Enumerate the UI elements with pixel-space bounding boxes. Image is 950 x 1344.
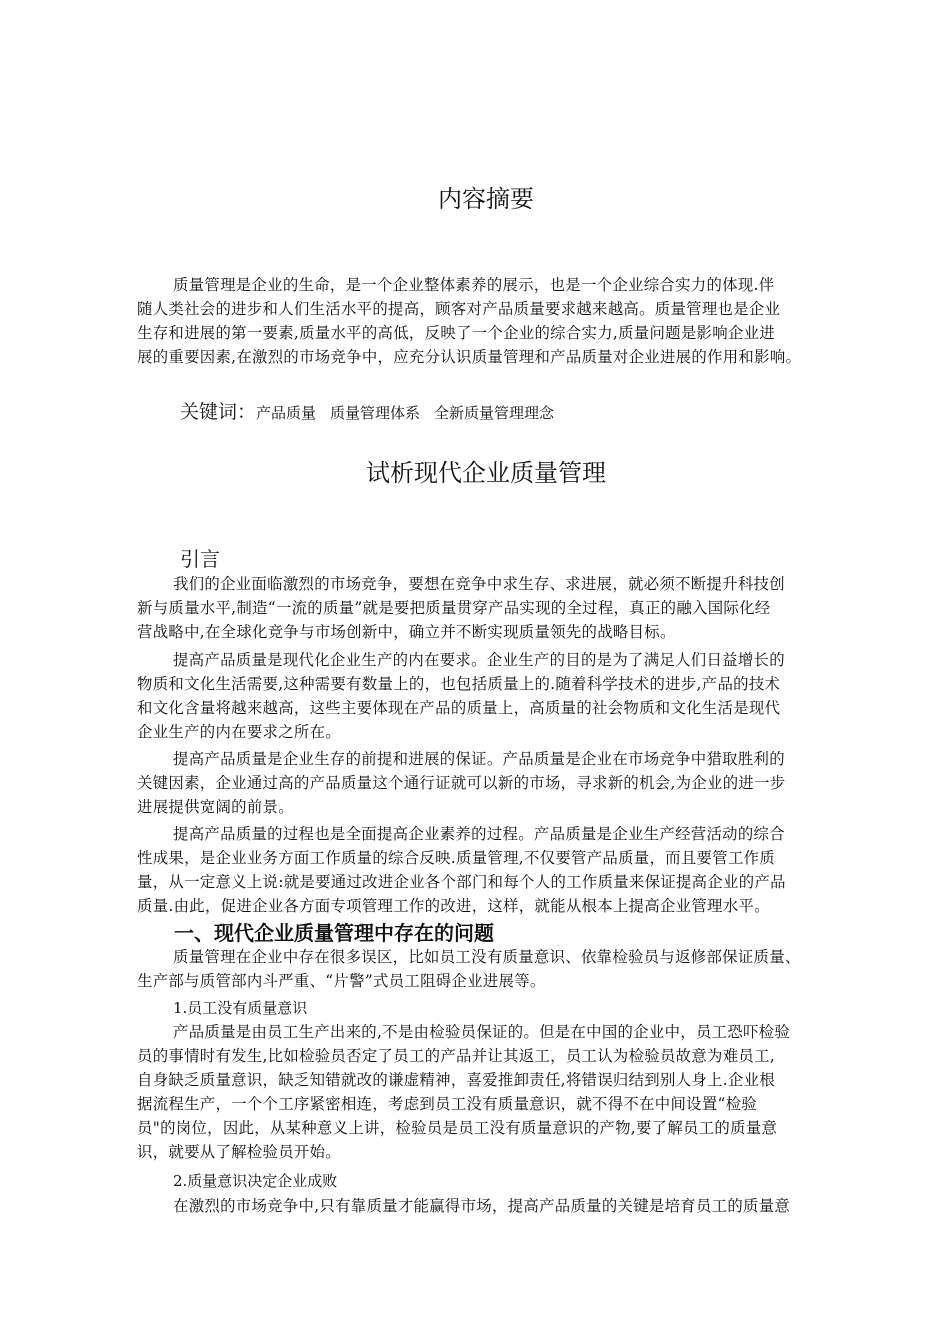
text-line: 员"的岗位，因此，从某种意义上讲，检验员是员工没有质量意识的产物,要了解员工的质量意 <box>137 1119 778 1137</box>
keyword-item: 质量管理体系 <box>330 404 421 422</box>
text-line: 我们的企业面临激烈的市场竞争，要想在竞争中求生存、求进展，就必须不断提升科技创 <box>173 575 785 593</box>
text-line: 展的重要因素,在激烈的市场竞争中，应充分认识质量管理和产品质量对企业进展的作用和影响。 <box>137 348 802 366</box>
intro-paragraph <box>137 747 837 819</box>
intro-paragraph <box>137 822 837 918</box>
keywords-label: 关键词： <box>180 401 257 423</box>
text-line: 新与质量水平,制造“一流的质量”就是要把质量贯穿产品实现的全过程，真正的融入国际化经 <box>137 599 771 617</box>
text-line: 量，从一定意义上说:就是要通过改进企业各个部门和每个人的工作质量来保证提高企业的产品 <box>137 873 786 891</box>
text-line: 识，就要从了解检验员开始。 <box>137 1143 341 1161</box>
text-line: 性成果，是企业业务方面工作质量的综合反映.质量管理,不仅要管产品质量，而且要管工作质 <box>137 849 776 867</box>
text-line: 质量管理在企业中存在很多误区，比如员工没有质量意识、依靠检验员与返修部保证质量、 <box>173 948 801 966</box>
text-line: 随人类社会的进步和人们生活水平的提高，顾客对产品质量要求越来越高。质量管理也是企业 <box>137 300 781 318</box>
text-line: 进展提供宽阔的前景。 <box>137 798 294 816</box>
text-line: 营战略中,在全球化竞争与市场创新中，确立并不断实现质量领先的战略目标。 <box>137 623 676 641</box>
text-line: 质量.由此，促进企业各方面专项管理工作的改进，这样，就能从根本上提高企业管理水平。 <box>137 897 770 915</box>
subsection-paragraph <box>137 1020 837 1164</box>
subsection-heading: 2.质量意识决定企业成败 <box>173 1172 338 1190</box>
text-line: 在激烈的市场竞争中,只有靠质量才能赢得市场，提高产品质量的关键是培育员工的质量意 <box>173 1197 791 1215</box>
intro-paragraph <box>137 648 837 744</box>
abstract-paragraph <box>137 273 837 369</box>
keywords-line <box>180 398 568 427</box>
section-heading: 一、现代企业质量管理中存在的问题 <box>174 921 494 945</box>
text-line: 提高产品质量是现代化企业生产的内在要求。企业生产的目的是为了满足人们日益增长的 <box>173 651 785 669</box>
text-line: 提高产品质量是企业生存的前提和进展的保证。产品质量是企业在市场竞争中猎取胜利的 <box>173 750 785 768</box>
paper-title: 试析现代企业质量管理 <box>366 459 606 487</box>
text-line: 关键因素，企业通过高的产品质量这个通行证就可以新的市场，寻求新的机会,为企业的进一步 <box>137 774 786 792</box>
intro-heading: 引言 <box>180 547 220 571</box>
text-line: 生存和进展的第一要素,质量水平的高低，反映了一个企业的综合实力,质量问题是影响企业进 <box>137 324 776 342</box>
subsection-heading: 1.员工没有质量意识 <box>173 999 308 1017</box>
text-line: 产品质量是由员工生产出来的,不是由检验员保证的。但是在中国的企业中，员工恐吓检验 <box>173 1023 791 1041</box>
text-line: 和文化含量将越来越高，这些主要体现在产品的质量上，高质量的社会物质和文化生活是现代 <box>137 699 781 717</box>
text-line: 员的事情时有发生,比如检验员否定了员工的产品并让其返工，员工认为检验员故意为难员工, <box>137 1047 776 1065</box>
text-line: 据流程生产，一个个工序紧密相连，考虑到员工没有质量意识，就不得不在中间设置“检验 <box>137 1095 758 1113</box>
text-line: 质量管理是企业的生命，是一个企业整体素养的展示，也是一个企业综合实力的体现.伴 <box>173 276 775 294</box>
text-line: 自身缺乏质量意识，缺乏知错就改的谦虚精神，喜爱推卸责任,将错误归结到别人身上.企业根 <box>137 1071 776 1089</box>
keyword-item: 全新质量管理理念 <box>434 404 555 422</box>
text-line: 提高产品质量的过程也是全面提高企业素养的过程。产品质量是企业生产经营活动的综合 <box>173 825 785 843</box>
section-intro-paragraph <box>137 945 837 993</box>
keyword-item: 产品质量 <box>256 404 317 422</box>
intro-paragraph <box>137 572 837 644</box>
text-line: 企业生产的内在要求之所在。 <box>137 723 341 741</box>
text-line: 物质和文化生活需要,这种需要有数量上的，也包括质量上的.随着科学技术的进步,产品的技术 <box>137 675 781 693</box>
abstract-title: 内容摘要 <box>438 185 534 213</box>
text-line: 生产部与质管部内斗严重、“片警”式员工阻碍企业进展等。 <box>137 972 546 990</box>
subsection-paragraph <box>137 1194 837 1218</box>
